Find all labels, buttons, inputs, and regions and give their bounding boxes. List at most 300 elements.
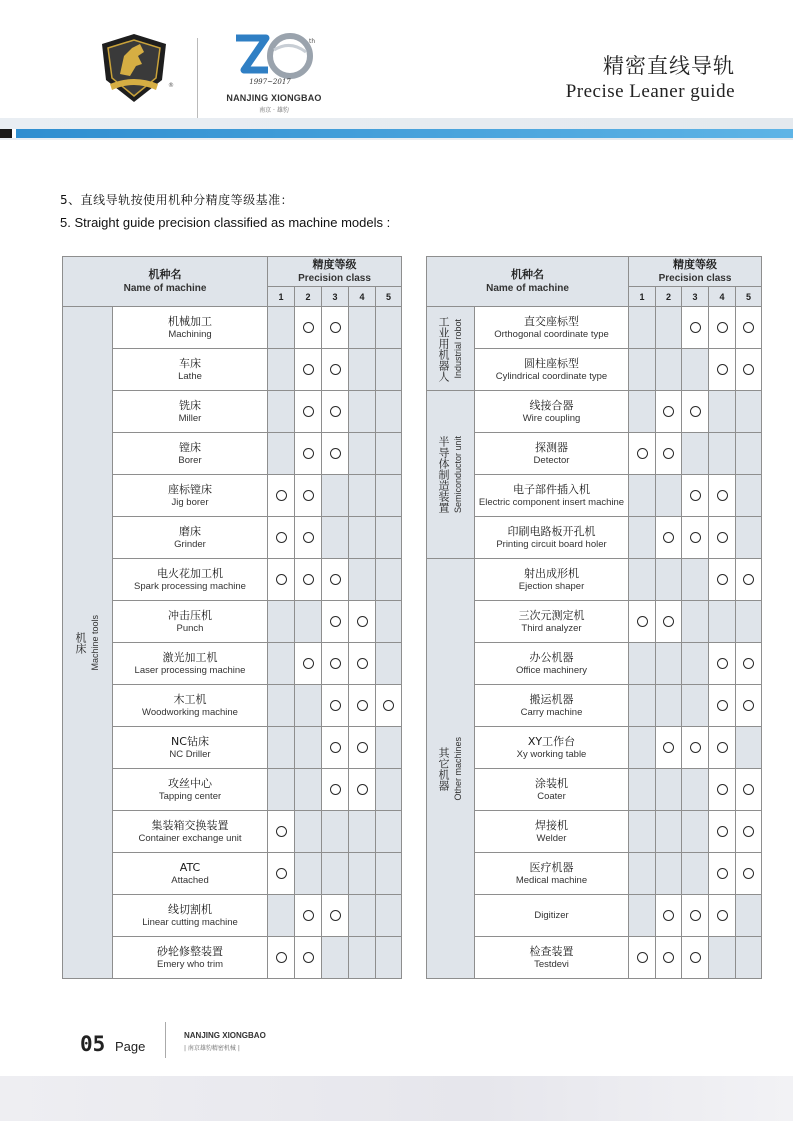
- precision-cell-3: [682, 895, 709, 937]
- precision-cell-4: [709, 601, 736, 643]
- machine-name-cell: [113, 559, 268, 601]
- precision-cell-5: [376, 643, 402, 685]
- precision-cell-5: [736, 853, 762, 895]
- machine-name-cn: 磨床: [179, 525, 201, 538]
- precision-cell-1: [268, 769, 295, 811]
- circle-mark-icon: [637, 616, 648, 627]
- precision-cell-3: [682, 349, 709, 391]
- machine-name-cn: 铣床: [179, 399, 201, 412]
- machine-name-cn: NC钻床: [171, 735, 209, 748]
- precision-cell-1: [268, 391, 295, 433]
- precision-class-4: 4: [349, 287, 376, 307]
- machine-name-en: Carry machine: [520, 707, 583, 718]
- machine-name-cell: [113, 937, 268, 979]
- circle-mark-icon: [330, 658, 341, 669]
- circle-mark-icon: [743, 784, 754, 795]
- machine-name-en: Punch: [176, 623, 204, 634]
- precision-cell-1: [629, 349, 656, 391]
- machine-name-cell: [475, 307, 629, 349]
- precision-cell-1: [268, 853, 295, 895]
- circle-mark-icon: [743, 826, 754, 837]
- table-row: [427, 937, 762, 979]
- machine-name-cell: [113, 517, 268, 559]
- circle-mark-icon: [276, 952, 287, 963]
- table-row: [427, 433, 762, 475]
- circle-mark-icon: [717, 868, 728, 879]
- category-cell: [427, 559, 475, 979]
- precision-cell-4: [349, 517, 376, 559]
- machine-name-cell: [113, 391, 268, 433]
- machine-name-header-en: Name of machine: [123, 283, 207, 294]
- circle-mark-icon: [303, 406, 314, 417]
- precision-cell-3: [322, 853, 349, 895]
- precision-cell-3: [322, 643, 349, 685]
- precision-cell-4: [709, 727, 736, 769]
- machine-name-en: Welder: [536, 833, 567, 844]
- machine-name-cell: [475, 853, 629, 895]
- table-row: [427, 475, 762, 517]
- machine-name-cell: [113, 475, 268, 517]
- machine-name-cn: 镗床: [179, 441, 201, 454]
- precision-cell-5: [736, 937, 762, 979]
- precision-cell-2: [656, 601, 682, 643]
- machine-name-en: Testdevi: [534, 959, 569, 970]
- precision-cell-2: [295, 685, 322, 727]
- machine-name-en: Third analyzer: [521, 623, 582, 634]
- machine-name-cell: [113, 307, 268, 349]
- machine-name-en: Linear cutting machine: [142, 917, 238, 928]
- precision-cell-2: [656, 895, 682, 937]
- circle-mark-icon: [637, 448, 648, 459]
- precision-cell-4: [349, 769, 376, 811]
- machine-name-cn: 直交座标型: [524, 315, 579, 328]
- circle-mark-icon: [663, 448, 674, 459]
- precision-cell-4: [349, 727, 376, 769]
- precision-cell-3: [322, 937, 349, 979]
- precision-cell-5: [376, 475, 402, 517]
- precision-cell-3: [322, 895, 349, 937]
- precision-cell-4: [349, 559, 376, 601]
- machine-name-cell: [113, 811, 268, 853]
- precision-cell-4: [709, 475, 736, 517]
- table-row: [63, 895, 402, 937]
- precision-cell-1: [629, 433, 656, 475]
- precision-cell-2: [295, 433, 322, 475]
- precision-cell-2: [656, 937, 682, 979]
- registered-mark: ®: [168, 82, 174, 89]
- machine-name-cn: 木工机: [173, 693, 207, 706]
- table-row: [63, 601, 402, 643]
- circle-mark-icon: [717, 784, 728, 795]
- precision-cell-1: [268, 937, 295, 979]
- brand-name-cn: 南京 · 雄豹: [259, 107, 289, 114]
- circle-mark-icon: [690, 952, 701, 963]
- precision-cell-5: [736, 895, 762, 937]
- machine-name-cell: [113, 685, 268, 727]
- circle-mark-icon: [330, 910, 341, 921]
- precision-cell-3: [322, 559, 349, 601]
- circle-mark-icon: [276, 574, 287, 585]
- header-accent-bar: [0, 129, 793, 138]
- circle-mark-icon: [330, 322, 341, 333]
- circle-mark-icon: [717, 742, 728, 753]
- machine-name-header: [427, 257, 629, 307]
- precision-class-2: 2: [656, 287, 682, 307]
- precision-cell-5: [376, 433, 402, 475]
- machine-name-en: Orthogonal coordinate type: [494, 329, 609, 340]
- precision-cell-4: [349, 937, 376, 979]
- machine-name-cell: [113, 349, 268, 391]
- machine-name-en: Ejection shaper: [518, 581, 585, 592]
- circle-mark-icon: [690, 910, 701, 921]
- precision-cell-4: [709, 895, 736, 937]
- machine-name-cell: [475, 937, 629, 979]
- precision-class-header: [268, 257, 402, 287]
- machine-name-cn: 办公机器: [529, 651, 574, 664]
- circle-mark-icon: [330, 364, 341, 375]
- precision-cell-2: [295, 853, 322, 895]
- precision-cell-2: [656, 433, 682, 475]
- precision-cell-5: [376, 853, 402, 895]
- precision-cell-3: [322, 475, 349, 517]
- machine-name-header-cn: 机种名: [511, 268, 544, 281]
- precision-cell-4: [709, 559, 736, 601]
- precision-cell-3: [682, 727, 709, 769]
- precision-cell-2: [295, 895, 322, 937]
- page-number: 05: [80, 1032, 106, 1056]
- circle-mark-icon: [690, 322, 701, 333]
- precision-cell-2: [656, 349, 682, 391]
- precision-cell-5: [736, 391, 762, 433]
- precision-cell-1: [268, 307, 295, 349]
- machine-name-cell: [475, 475, 629, 517]
- precision-cell-2: [295, 517, 322, 559]
- machine-name-cn: ATC: [179, 861, 201, 874]
- precision-cell-1: [629, 391, 656, 433]
- circle-mark-icon: [383, 700, 394, 711]
- precision-cell-2: [295, 769, 322, 811]
- machine-name-cell: [475, 811, 629, 853]
- table-row: [63, 517, 402, 559]
- category-cn: 机床: [74, 631, 87, 654]
- precision-cell-1: [629, 811, 656, 853]
- machine-name-cn: 机械加工: [168, 315, 212, 328]
- circle-mark-icon: [330, 448, 341, 459]
- circle-mark-icon: [276, 490, 287, 501]
- circle-mark-icon: [717, 574, 728, 585]
- precision-cell-4: [349, 391, 376, 433]
- circle-mark-icon: [276, 532, 287, 543]
- precision-cell-2: [656, 517, 682, 559]
- precision-cell-4: [349, 433, 376, 475]
- page-header: [0, 0, 793, 140]
- precision-cell-1: [629, 769, 656, 811]
- circle-mark-icon: [303, 574, 314, 585]
- machine-name-cell: [113, 895, 268, 937]
- precision-cell-5: [736, 643, 762, 685]
- category-cn: 工业用机器人: [437, 315, 450, 382]
- machine-name-en: Container exchange unit: [138, 833, 242, 844]
- precision-cell-2: [295, 391, 322, 433]
- precision-cell-2: [656, 727, 682, 769]
- machine-name-cn: 攻丝中心: [168, 777, 212, 790]
- precision-class-3: 3: [322, 287, 349, 307]
- machine-name-cell: [475, 391, 629, 433]
- precision-cell-4: [709, 517, 736, 559]
- precision-class-header-en: Precision class: [298, 273, 371, 284]
- machine-name-cell: [113, 601, 268, 643]
- precision-cell-3: [682, 391, 709, 433]
- precision-cell-3: [682, 475, 709, 517]
- precision-cell-5: [376, 559, 402, 601]
- precision-cell-4: [709, 307, 736, 349]
- circle-mark-icon: [663, 910, 674, 921]
- precision-cell-2: [295, 643, 322, 685]
- precision-cell-2: [656, 475, 682, 517]
- machine-name-header-cn: 机种名: [148, 268, 182, 281]
- circle-mark-icon: [357, 616, 368, 627]
- precision-class-4: 4: [709, 287, 736, 307]
- precision-cell-4: [349, 811, 376, 853]
- precision-cell-3: [322, 307, 349, 349]
- page-title-cn: 精密直线导轨: [603, 54, 735, 78]
- machine-name-en: Wire coupling: [522, 413, 581, 424]
- precision-cell-4: [349, 643, 376, 685]
- table-row: [427, 391, 762, 433]
- precision-cell-4: [709, 853, 736, 895]
- precision-class-header-cn: 精度等级: [673, 258, 717, 271]
- machine-name-cell: [475, 349, 629, 391]
- precision-cell-1: [268, 685, 295, 727]
- category-label: [63, 615, 112, 671]
- precision-cell-5: [736, 433, 762, 475]
- machine-name-cn: 印刷电路板开孔机: [507, 525, 596, 538]
- precision-table-right-body: [427, 307, 762, 979]
- circle-mark-icon: [717, 658, 728, 669]
- precision-cell-2: [656, 391, 682, 433]
- precision-cell-2: [295, 601, 322, 643]
- table-row: [427, 727, 762, 769]
- machine-name-en: Laser processing machine: [134, 665, 246, 676]
- precision-cell-1: [268, 349, 295, 391]
- circle-mark-icon: [717, 700, 728, 711]
- circle-mark-icon: [717, 322, 728, 333]
- precision-class-5: 5: [736, 287, 762, 307]
- table-row: [427, 685, 762, 727]
- precision-cell-2: [656, 811, 682, 853]
- machine-name-en: Jig borer: [171, 497, 209, 508]
- circle-mark-icon: [663, 406, 674, 417]
- machine-name-cn: XY工作台: [527, 735, 576, 748]
- precision-cell-1: [268, 517, 295, 559]
- table-row: [63, 349, 402, 391]
- circle-mark-icon: [663, 616, 674, 627]
- section-title-cn: 5、直线导轨按使用机种分精度等级基准：: [60, 193, 294, 207]
- machine-name-en: Lathe: [178, 371, 202, 382]
- precision-cell-1: [629, 559, 656, 601]
- machine-name-cn: 线接合器: [529, 399, 574, 412]
- precision-cell-1: [629, 685, 656, 727]
- precision-cell-4: [349, 601, 376, 643]
- precision-cell-5: [376, 391, 402, 433]
- table-row: [63, 727, 402, 769]
- precision-cell-3: [322, 769, 349, 811]
- category-cn: 其它机器: [437, 746, 450, 791]
- precision-cell-1: [268, 727, 295, 769]
- machine-name-cell: [475, 559, 629, 601]
- precision-cell-2: [656, 685, 682, 727]
- precision-cell-3: [682, 307, 709, 349]
- circle-mark-icon: [357, 742, 368, 753]
- precision-cell-2: [295, 727, 322, 769]
- precision-cell-5: [736, 349, 762, 391]
- category-label: [427, 316, 474, 382]
- category-label: [427, 436, 474, 513]
- precision-cell-3: [682, 517, 709, 559]
- precision-class-header: [629, 257, 762, 287]
- table-row: [63, 433, 402, 475]
- machine-name-en: Miller: [178, 413, 202, 424]
- precision-cell-5: [376, 727, 402, 769]
- precision-cell-5: [736, 475, 762, 517]
- circle-mark-icon: [690, 742, 701, 753]
- precision-cell-4: [709, 685, 736, 727]
- circle-mark-icon: [690, 406, 701, 417]
- circle-mark-icon: [743, 574, 754, 585]
- precision-cell-5: [376, 811, 402, 853]
- precision-cell-3: [322, 601, 349, 643]
- table-row: [427, 643, 762, 685]
- machine-name-en: Office machinery: [515, 665, 588, 676]
- precision-cell-4: [709, 643, 736, 685]
- machine-name-en: Coater: [537, 791, 566, 802]
- machine-name-cell: [113, 853, 268, 895]
- circle-mark-icon: [690, 490, 701, 501]
- precision-cell-3: [682, 685, 709, 727]
- machine-name-cn: 线切割机: [168, 903, 212, 916]
- machine-name-en: Medical machine: [515, 875, 588, 886]
- anniversary-years: 1997~2017: [249, 78, 291, 86]
- precision-cell-2: [295, 811, 322, 853]
- table-row: [63, 769, 402, 811]
- machine-name-cn: 医疗机器: [529, 861, 574, 874]
- machine-name-en: NC Driller: [169, 749, 211, 760]
- machine-name-cell: [113, 643, 268, 685]
- machine-name-cell: [475, 895, 629, 937]
- precision-cell-1: [629, 517, 656, 559]
- machine-name-cell: [475, 433, 629, 475]
- circle-mark-icon: [743, 658, 754, 669]
- precision-cell-4: [709, 391, 736, 433]
- machine-name-cn: 车床: [179, 357, 201, 370]
- circle-mark-icon: [717, 910, 728, 921]
- footer-divider: [165, 1022, 166, 1058]
- page-title-en: Precise Leaner guide: [565, 81, 735, 102]
- machine-name-en: Printing circuit board holer: [496, 539, 607, 550]
- page-word: Page: [115, 1039, 146, 1054]
- precision-cell-2: [656, 643, 682, 685]
- circle-mark-icon: [330, 784, 341, 795]
- precision-cell-1: [629, 307, 656, 349]
- circle-mark-icon: [743, 700, 754, 711]
- precision-class-1: 1: [268, 287, 295, 307]
- precision-cell-3: [682, 853, 709, 895]
- precision-cell-5: [376, 601, 402, 643]
- table-row: [63, 811, 402, 853]
- precision-cell-1: [268, 559, 295, 601]
- circle-mark-icon: [663, 952, 674, 963]
- table-row: [63, 937, 402, 979]
- machine-name-cn: 电子部件插入机: [513, 483, 590, 496]
- machine-name-cell: [475, 517, 629, 559]
- precision-class-5: 5: [376, 287, 402, 307]
- category-en: Other machines: [453, 736, 463, 801]
- machine-name-en: Spark processing machine: [134, 581, 246, 592]
- machine-name-cell: [475, 727, 629, 769]
- precision-class-2: 2: [295, 287, 322, 307]
- table-row: [427, 769, 762, 811]
- precision-cell-5: [376, 937, 402, 979]
- footer-company-en: NANJING XIONGBAO: [184, 1031, 266, 1040]
- precision-cell-4: [349, 853, 376, 895]
- precision-cell-4: [349, 307, 376, 349]
- precision-cell-5: [376, 349, 402, 391]
- precision-cell-3: [322, 391, 349, 433]
- machine-name-en: Grinder: [174, 539, 206, 550]
- machine-name-en: Attached: [171, 875, 209, 886]
- circle-mark-icon: [743, 364, 754, 375]
- machine-name-en: Cylindrical coordinate type: [495, 371, 608, 382]
- category-cell: [63, 307, 113, 979]
- table-row: [427, 517, 762, 559]
- table-row: [427, 601, 762, 643]
- precision-class-header-cn: 精度等级: [312, 258, 357, 271]
- machine-name-cn: 探测器: [535, 441, 568, 454]
- circle-mark-icon: [663, 532, 674, 543]
- precision-cell-1: [629, 895, 656, 937]
- precision-cell-1: [268, 811, 295, 853]
- precision-cell-4: [709, 349, 736, 391]
- circle-mark-icon: [663, 742, 674, 753]
- circle-mark-icon: [357, 784, 368, 795]
- table-row: [63, 559, 402, 601]
- circle-mark-icon: [743, 322, 754, 333]
- circle-mark-icon: [303, 448, 314, 459]
- precision-cell-5: [736, 685, 762, 727]
- table-row: [63, 685, 402, 727]
- table-row: [427, 811, 762, 853]
- precision-cell-1: [629, 853, 656, 895]
- machine-name-cn: 搬运机器: [529, 693, 574, 706]
- circle-mark-icon: [717, 532, 728, 543]
- precision-cell-4: [349, 475, 376, 517]
- precision-cell-4: [709, 811, 736, 853]
- precision-cell-2: [656, 769, 682, 811]
- precision-cell-5: [376, 769, 402, 811]
- precision-cell-1: [268, 601, 295, 643]
- machine-name-en: Emery who trim: [157, 959, 223, 970]
- precision-cell-2: [295, 349, 322, 391]
- category-en: Semiconductor unit: [453, 435, 463, 514]
- precision-cell-5: [736, 559, 762, 601]
- precision-cell-3: [682, 559, 709, 601]
- precision-cell-2: [656, 307, 682, 349]
- precision-cell-1: [268, 895, 295, 937]
- precision-cell-5: [736, 769, 762, 811]
- category-cn: 半导体制造装置: [437, 435, 450, 513]
- circle-mark-icon: [637, 952, 648, 963]
- circle-mark-icon: [276, 868, 287, 879]
